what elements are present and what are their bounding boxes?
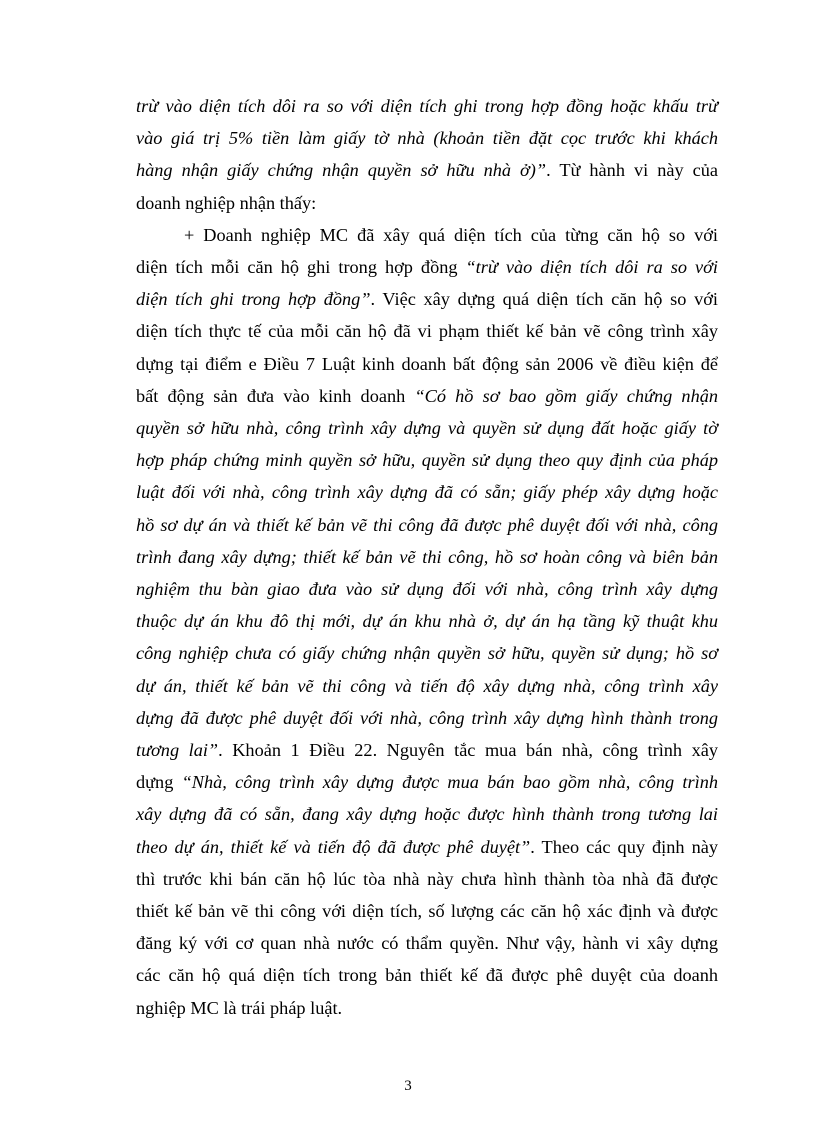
paragraph2-line <box>136 927 718 959</box>
italic-quote-text: hồ sơ dự án và thiết kế bản vẽ thi công đã được phê duyệt đối với nhà, công <box>136 514 718 535</box>
paragraph2-line <box>136 444 718 476</box>
body-text: . Theo các quy định này <box>530 836 718 857</box>
italic-quote-text: luật đối với nhà, công trình xây dựng đã có sẵn; giấy phép xây dựng hoặc <box>136 482 718 503</box>
italic-quote-text: “Nhà, công trình xây dựng được mua bán bao gồm nhà, công trình <box>181 772 718 793</box>
italic-quote-text: vào giá trị 5% tiền làm giấy tờ nhà (khoản tiền đặt cọc trước khi khách <box>136 128 718 149</box>
paragraph2-line <box>136 863 718 895</box>
page-number: 3 <box>404 1078 412 1094</box>
italic-quote-text: công nghiệp chưa có giấy chứng nhận quyền sở hữu, quyền sử dụng; hồ sơ <box>136 643 718 664</box>
paragraph1-line <box>136 90 718 122</box>
paragraph2-line <box>136 637 718 669</box>
body-text: + Doanh nghiệp MC đã xây quá diện tích của từng căn hộ so với <box>184 224 718 245</box>
paragraph1-line <box>136 187 718 219</box>
paragraph2-line <box>136 766 718 798</box>
body-text: các căn hộ quá diện tích trong bản thiết kế đã được phê duyệt của doanh <box>136 965 718 986</box>
body-text: dựng <box>136 772 182 793</box>
body-text: thì trước khi bán căn hộ lúc tòa nhà này chưa hình thành tòa nhà đã được <box>136 868 718 889</box>
italic-quote-text: theo dự án, thiết kế và tiến độ đã được phê duyệt” <box>136 836 531 857</box>
body-text: nghiệp MC là trái pháp luật. <box>136 997 343 1018</box>
paragraph2-line <box>136 251 718 283</box>
body-text: doanh nghiệp nhận thấy: <box>136 192 317 213</box>
document-body <box>136 90 718 1024</box>
italic-quote-text: “Có hồ sơ bao gồm giấy chứng nhận <box>414 385 718 406</box>
paragraph2-line <box>136 348 718 380</box>
italic-quote-text: dựng đã được phê duyệt đối với nhà, công trình xây dựng hình thành trong <box>136 707 718 728</box>
body-text: diện tích thực tế của mỗi căn hộ đã vi phạm thiết kế bản vẽ công trình xây <box>136 321 718 342</box>
paragraph2-line <box>136 380 718 412</box>
paragraph2-line <box>136 573 718 605</box>
paragraph2-line <box>136 219 718 251</box>
italic-quote-text: dự án, thiết kế bản vẽ thi công và tiến độ xây dựng nhà, công trình xây <box>136 675 718 696</box>
paragraph2-line <box>136 412 718 444</box>
paragraph1-line <box>136 122 718 154</box>
italic-quote-text: nghiệm thu bàn giao đưa vào sử dụng đối với nhà, công trình xây dựng <box>136 579 718 600</box>
paragraph2-line <box>136 734 718 766</box>
body-text: . Khoản 1 Điều 22. Nguyên tắc mua bán nhà, công trình xây <box>218 740 718 761</box>
paragraph2-line <box>136 315 718 347</box>
italic-quote-text: “trừ vào diện tích dôi ra so với <box>465 257 718 278</box>
paragraph2-line <box>136 959 718 991</box>
italic-quote-text: thuộc dự án khu đô thị mới, dự án khu nhà ở, dự án hạ tầng kỹ thuật khu <box>136 611 718 632</box>
paragraph2-line <box>136 605 718 637</box>
italic-quote-text: hợp pháp chứng minh quyền sở hữu, quyền sử dụng theo quy định của pháp <box>136 450 718 471</box>
paragraph2-line <box>136 476 718 508</box>
paragraph2-line <box>136 541 718 573</box>
paragraph2-line <box>136 895 718 927</box>
italic-quote-text: hàng nhận giấy chứng nhận quyền sở hữu nhà ở)” <box>136 160 547 181</box>
body-text: dựng tại điểm e Điều 7 Luật kinh doanh bất động sản 2006 về điều kiện để <box>136 353 718 374</box>
paragraph1-line <box>136 154 718 186</box>
paragraph2-line <box>136 509 718 541</box>
paragraph-1 <box>136 90 718 219</box>
body-text: diện tích mỗi căn hộ ghi trong hợp đồng <box>136 257 466 278</box>
body-text: . Việc xây dựng quá diện tích căn hộ so với <box>370 289 718 310</box>
paragraph2-line <box>136 670 718 702</box>
paragraph2-line <box>136 992 718 1024</box>
paragraph2-line <box>136 702 718 734</box>
italic-quote-text: xây dựng đã có sẵn, đang xây dựng hoặc được hình thành trong tương lai <box>136 804 718 825</box>
body-text: thiết kế bản vẽ thi công với diện tích, số lượng các căn hộ xác định và được <box>136 901 718 922</box>
italic-quote-text: quyền sở hữu nhà, công trình xây dựng và quyền sử dụng đất hoặc giấy tờ <box>136 418 718 439</box>
italic-quote-text: diện tích ghi trong hợp đồng” <box>136 289 371 310</box>
body-text: . Từ hành vi này của <box>546 160 718 181</box>
body-text: bất động sản đưa vào kinh doanh <box>136 385 415 406</box>
italic-quote-text: tương lai” <box>136 740 219 761</box>
body-text: đăng ký với cơ quan nhà nước có thẩm quyền. Như vậy, hành vi xây dựng <box>136 933 718 954</box>
italic-quote-text: trình đang xây dựng; thiết kế bản vẽ thi công, hồ sơ hoàn công và biên bản <box>136 546 718 567</box>
paragraph2-line <box>136 798 718 830</box>
paragraph2-line <box>136 283 718 315</box>
paragraph2-line <box>136 831 718 863</box>
paragraph-2 <box>136 219 718 1024</box>
italic-quote-text: trừ vào diện tích dôi ra so với diện tích ghi trong hợp đồng hoặc khấu trừ <box>136 96 718 116</box>
